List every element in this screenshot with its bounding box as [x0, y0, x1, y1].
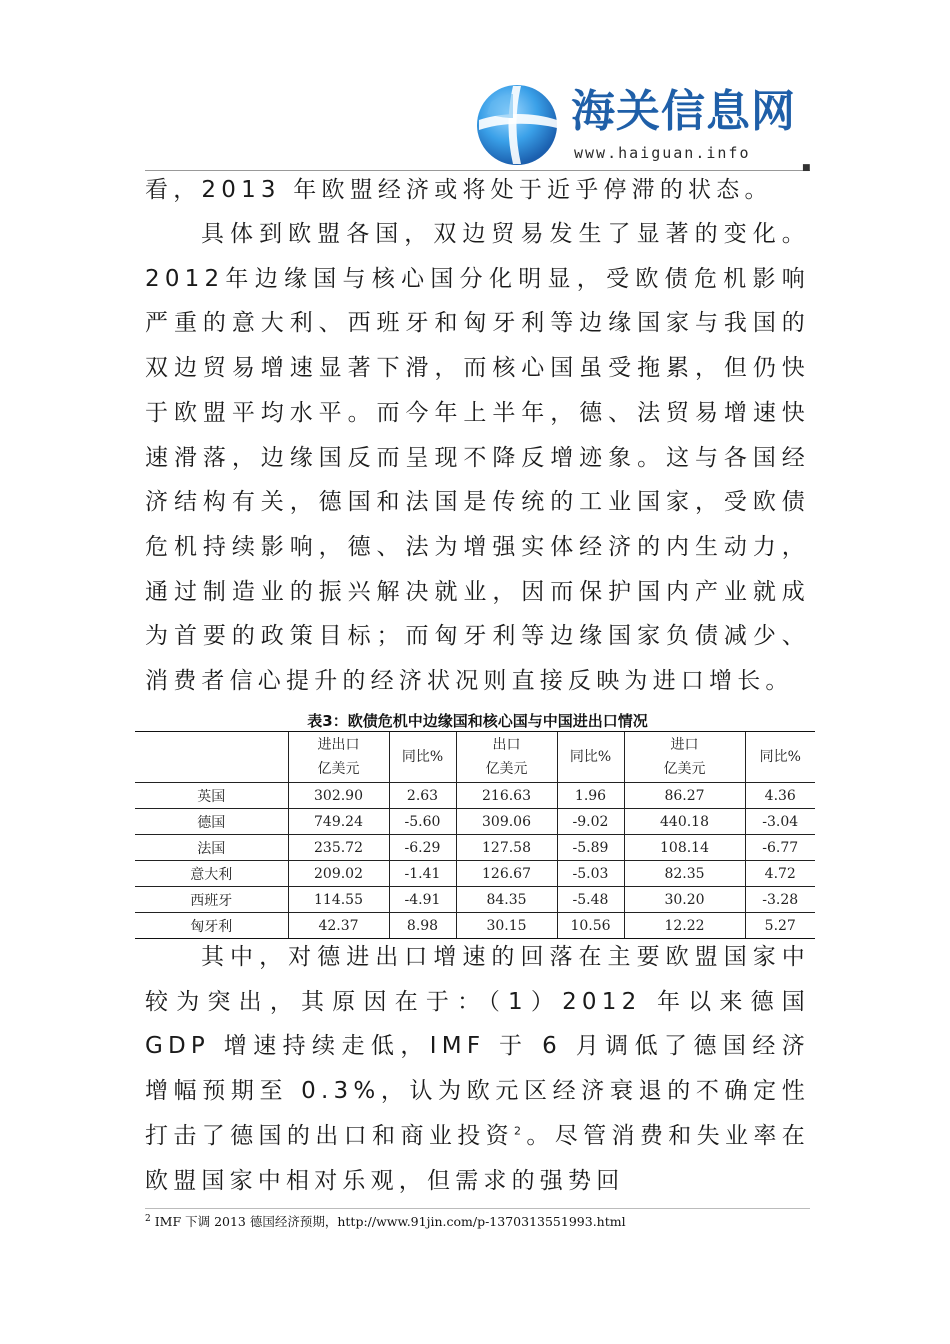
table-body	[135, 783, 815, 939]
paragraph-3-tail: 。尽管消费和失业率在欧盟国家中相对乐观，但需求的强势回	[145, 1122, 810, 1194]
country-cell: 意大利	[135, 861, 288, 887]
value-cell: 235.72	[288, 835, 389, 861]
paragraph-3	[145, 935, 810, 1203]
value-cell: 440.18	[624, 809, 745, 835]
country-cell: 法国	[135, 835, 288, 861]
value-cell: 1.96	[557, 783, 624, 809]
header-line: 同比%	[569, 749, 612, 765]
value-cell: -3.04	[745, 809, 815, 835]
value-cell: 302.90	[288, 783, 389, 809]
site-logo	[473, 82, 818, 168]
header-line: 进口	[670, 737, 699, 753]
header-line: 进出口	[317, 737, 360, 753]
value-cell: 114.55	[288, 887, 389, 913]
table-header-cell	[557, 732, 624, 783]
table-row	[135, 861, 815, 887]
value-cell: -1.41	[389, 861, 456, 887]
value-cell: -5.48	[557, 887, 624, 913]
value-cell: 2.63	[389, 783, 456, 809]
table-row	[135, 887, 815, 913]
value-cell: 86.27	[624, 783, 745, 809]
value-cell: -5.60	[389, 809, 456, 835]
value-cell: 12.22	[624, 913, 745, 939]
value-cell: 126.67	[456, 861, 557, 887]
header-mark: ■	[802, 163, 811, 173]
value-cell: 4.72	[745, 861, 815, 887]
header-line: 出口	[492, 737, 521, 753]
value-cell: 8.98	[389, 913, 456, 939]
table-header-cell	[135, 732, 288, 783]
footnote-divider	[145, 1208, 810, 1209]
country-cell: 德国	[135, 809, 288, 835]
value-cell: -5.89	[557, 835, 624, 861]
value-cell: -3.28	[745, 887, 815, 913]
value-cell: -6.77	[745, 835, 815, 861]
table-header-cell	[745, 732, 815, 783]
table-row	[135, 835, 815, 861]
value-cell: -6.29	[389, 835, 456, 861]
value-cell: 749.24	[288, 809, 389, 835]
header-unit: 亿美元	[663, 761, 706, 777]
value-cell: 10.56	[557, 913, 624, 939]
globe-icon	[473, 82, 561, 168]
value-cell: 216.63	[456, 783, 557, 809]
value-cell: -5.03	[557, 861, 624, 887]
value-cell: 108.14	[624, 835, 745, 861]
table-header-cell	[456, 732, 557, 783]
footnote-ref[interactable]: 2	[513, 1124, 527, 1138]
header-unit: 亿美元	[485, 761, 528, 777]
footnote	[145, 1212, 626, 1230]
value-cell: 30.20	[624, 887, 745, 913]
paragraph-1: 看，2013 年欧盟经济或将处于近乎停滞的状态。	[145, 177, 773, 203]
value-cell: 84.35	[456, 887, 557, 913]
header-line: 同比%	[759, 749, 801, 765]
value-cell: 5.27	[745, 913, 815, 939]
table-header-cell	[389, 732, 456, 783]
country-cell: 匈牙利	[135, 913, 288, 939]
header-line: 同比%	[401, 749, 444, 765]
value-cell: 309.06	[456, 809, 557, 835]
paragraph-3-text: 其中，对德进出口增速的回落在主要欧盟国家中较为突出，其原因在于：（1）2012 年以来德国 GDP 增速持续走低，IMF 于 6 月调低了德国经济增幅预期至 0.3%，认为欧元区经济衰退的不确定性打击了德国的出口和商业投资	[145, 944, 810, 1149]
value-cell: 42.37	[288, 913, 389, 939]
logo-title: 海关信息网	[571, 86, 796, 137]
value-cell: 4.36	[745, 783, 815, 809]
logo-url: www.haiguan.info	[574, 144, 751, 162]
country-cell: 西班牙	[135, 887, 288, 913]
header-unit: 亿美元	[317, 761, 360, 777]
table-header-cell	[288, 732, 389, 783]
table-caption: 表3：欧债危机中边缘国和核心国与中国进出口情况	[307, 712, 648, 730]
value-cell: -4.91	[389, 887, 456, 913]
value-cell: 30.15	[456, 913, 557, 939]
footnote-text: IMF 下调 2013 德国经济预期，http://www.91jin.com/p-1370313551993.html	[154, 1214, 626, 1229]
table-header-cell	[624, 732, 745, 783]
country-cell: 英国	[135, 783, 288, 809]
table-header-row	[135, 732, 815, 783]
table-row	[135, 783, 815, 809]
paragraph-2: 具体到欧盟各国，双边贸易发生了显著的变化。2012年边缘国与核心国分化明显，受欧债危机影响严重的意大利、西班牙和匈牙利等边缘国家与我国的双边贸易增速显著下滑，而核心国虽受拖累，但仍快于欧盟平均水平。而今年上半年，德、法贸易增速快速滑落，边缘国反而呈现不降反增迹象。这与各国经济结构有关，德国和法国是传统的工业国家，受欧债危机持续影响，德、法为增强实体经济的内生动力，通过制造业的振兴解决就业，因而保护国内产业就成为首要的政策目标；而匈牙利等边缘国家负债减少、消费者信心提升的经济状况则直接反映为进口增长。	[145, 221, 810, 695]
value-cell: 209.02	[288, 861, 389, 887]
value-cell: -9.02	[557, 809, 624, 835]
trade-table	[135, 731, 815, 939]
value-cell: 82.35	[624, 861, 745, 887]
footnote-number: 2	[145, 1213, 151, 1224]
table-row	[135, 809, 815, 835]
value-cell: 127.58	[456, 835, 557, 861]
